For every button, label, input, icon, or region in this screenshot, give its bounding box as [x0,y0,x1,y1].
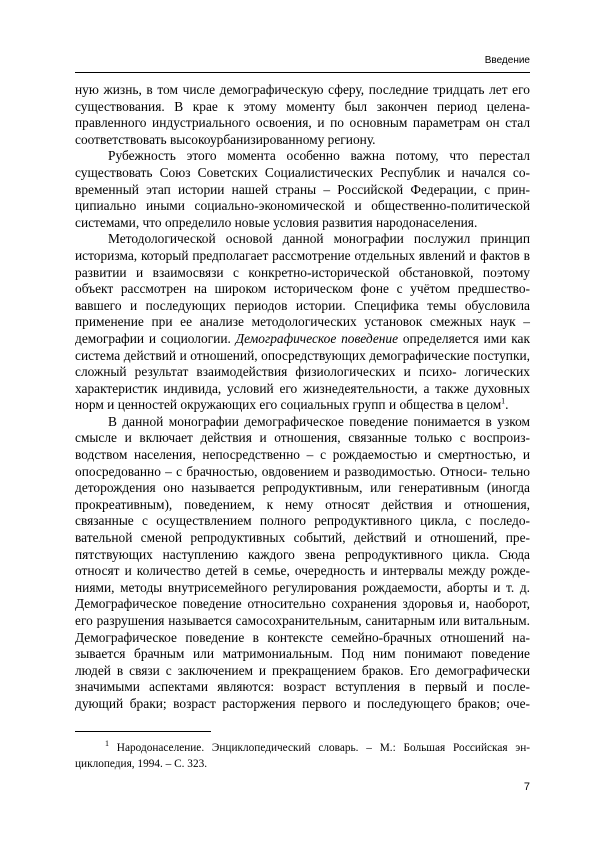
text-line: значимыми аспектами являются: возраст вступления в первый и после- [75,679,530,695]
text-line: и общества в целом [388,397,502,413]
text-line: связанные с осуществлением полного репродуктивного цикла, с последо- [75,513,530,529]
footnote-line-1 [75,740,530,756]
text-line: и опосредованно – с брачностью, овдовением и разводимостью. Относи- [75,447,530,479]
text-line: стал соответствовать высокоурбанизированному региону. [75,115,530,147]
text-line: демографии и социологии. [75,330,231,346]
paragraph-3 [75,231,530,414]
text-line: вавшего и последующих периодов истории. Специфика темы обусловила [75,297,530,313]
text-line: существовать Союз Советских Социалистических Республик и начался со- [75,164,530,180]
text-line: Методологической основой данной монографии послужил принцип [108,231,530,247]
text-line: определяется ими [402,330,507,346]
text-line: логических характеристик индивида, условий его жизнедеятельности, [75,364,530,396]
text-line: ниями, методы внутрисемейного регулирования рождаемости, аборты и т. д. [75,579,530,595]
footnote-text: Народонаселение. Энциклопедический словарь. – М.: Большая Российская эн- [116,742,530,754]
text-line: водством населения, непосредственно – с рождаемостью и смертностью, [75,447,517,463]
text-line: пятствующих наступлению каждого звена репродуктивного цикла. Сюда [75,546,530,562]
paragraph-1 [75,82,530,148]
text-line: дующий браки; возраст расторжения первого и последующего браков; оче- [75,695,530,711]
footnote-text: циклопедия, 1994. – С. 323. [75,758,208,770]
text-line: временный этап истории нашей страны – Российской Федерации, с прин- [75,181,530,197]
text-line: его разрушения называется самосохранительным, санитарным или витальным. [75,613,530,628]
paragraph-2 [75,148,530,231]
text-line: как система действий и отношений, опосредствующих демографические [75,330,530,363]
text-line: Демографическое поведение в контексте семейно-брачных отношений на- [75,629,530,645]
text-line: В данной монографии демографическое поведение понимается в узком [108,413,530,429]
text-line: системами, что определило новые условия развития народонаселения. [75,214,478,230]
text-line: (иногда прокреативным), поведением, к нему относят действия и отношения, [75,480,530,512]
text-line: историзма, который предполагает рассмотрение отдельных явлений и фактов [75,247,520,263]
footnote-line-2 [75,756,530,772]
text-line: применение при ее анализе методологических установок смежных наук – [75,314,530,330]
text-line: тельно деторождения оно называется репродуктивным, или генеративным [75,463,530,496]
text-line: а также духовных норм и ценностей окружающих его социальных групп [75,380,530,413]
page-number: 7 [523,781,530,793]
main-text [75,82,530,713]
footnote-ref: 1 [501,396,506,406]
text-line: смысле и включает действия и отношения, связанные только с воспроиз- [75,430,530,446]
text-line: его существования. В крае к этому моменту был закончен период целена- [75,82,530,114]
text-line: в развитии и взаимосвязи с конкретно-исторической обстановкой, поэтому [75,247,530,280]
period: . [505,397,509,413]
text-line: ципиально иными социально-экономической и общественно-политической [75,198,530,214]
section-title: Введение [484,55,530,66]
text-line: поступки, сложный результат взаимодействия физиологических и психо- [75,347,530,380]
footnote-marker: 1 [105,739,109,749]
footnote-divider [75,731,211,732]
running-header [75,52,530,73]
text-line: относят и количество детей в семье, очередность и интервалы между рожде- [75,563,530,579]
text-line: людей в связи с заключением и прекращением браков. Его демографически [75,662,530,678]
footnote [75,740,530,772]
text-line: объект рассмотрен на широком историческом фоне с учётом предшество- [75,281,530,297]
text-line: вательной сменой репродуктивных событий, действий и отношений, пре- [75,530,530,546]
italic-term: Демографическое поведение [235,330,399,346]
text-line: правленного индустриального освоения, и по основным параметрам он [75,115,500,131]
text-line: зывается брачным или матримониальным. Под ним понимают поведение [75,646,530,662]
text-line: Демографическое поведение относительно сохранения здоровья и, наоборот, [75,596,530,612]
text-line: Рубежность этого момента особенно важна потому, что перестал [108,148,530,164]
paragraph-4 [75,414,530,713]
text-line: ную жизнь, в том числе демографическую сферу, последние тридцать лет [75,82,508,97]
